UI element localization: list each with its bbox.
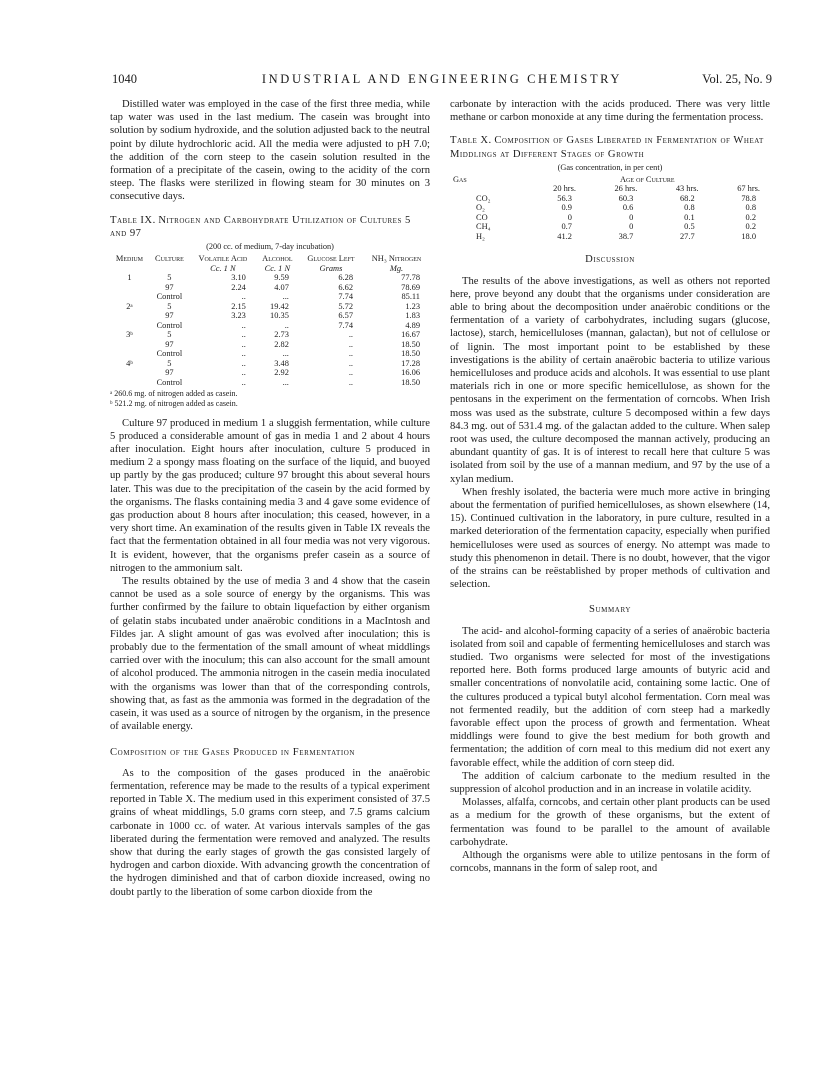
table-cell <box>110 311 149 321</box>
table-cell: 5 <box>167 330 172 340</box>
table-row <box>450 194 770 204</box>
table-cell: CO <box>476 212 488 222</box>
table-cell: .. <box>241 292 246 302</box>
paragraph: The results obtained by the use of media 3 and 4 show that the casein cannot be used as a sole source of energy by the organisms. This was further confirmed by the failure to obtain liquefaction by either organism of gelatin stabs incubated under anaërobic conditions in a MacIntosh and Fildes jar. A slight amount of gas was evolved after inoculation; this is probably due to the fermentation of the small amount of wheat middlings carried over with the inoculum; this can also account for the small amount of alcohol produced. The ammonia nitrogen in the casein media inoculated with the organisms was lower than that of the corresponding controls, showing that, as fast as the ammonia was formed in the degradation of the casein, it was used as a source of nitrogen by the organism, in the presence of available energy. <box>110 576 430 733</box>
table-row <box>450 232 770 242</box>
table-cell: 18.50 <box>401 339 420 349</box>
table-cell: 0.5 <box>684 222 695 232</box>
table-cell: 0.8 <box>745 203 756 213</box>
table-cell: 16.06 <box>401 368 420 378</box>
table-9-column-header: Culture <box>155 254 184 264</box>
table-10-label: Table X. <box>450 135 492 147</box>
table-row <box>110 311 430 321</box>
table-cell: 3ᵇ <box>126 330 133 340</box>
table-cell: 38.7 <box>618 231 634 241</box>
left-column <box>110 98 430 899</box>
table-cell: 2.92 <box>274 368 289 378</box>
table-cell: 0.7 <box>561 222 572 232</box>
table-cell: 97 <box>165 368 174 378</box>
table-cell: 5.72 <box>338 301 354 311</box>
table-cell: .. <box>241 330 246 340</box>
table-cell: .. <box>241 358 246 368</box>
table-cell: 3.48 <box>274 358 289 368</box>
table-cell: 7.74 <box>338 320 354 330</box>
table-row <box>110 378 430 388</box>
table-cell: 0 <box>629 212 634 222</box>
table-row <box>110 273 430 283</box>
table-cell: 0.2 <box>745 222 756 232</box>
table-cell: ... <box>282 349 289 359</box>
table-cell: 2.24 <box>231 282 246 292</box>
table-cell: 0 <box>567 212 572 222</box>
table-cell: 97 <box>165 339 174 349</box>
table-cell: .. <box>348 377 354 387</box>
table-cell: 77.78 <box>401 273 420 283</box>
table-cell: 18.0 <box>741 231 756 241</box>
table-cell: H₂ <box>476 231 485 241</box>
table-cell: 0.8 <box>684 203 695 213</box>
table-cell: .. <box>348 368 354 378</box>
table-cell: 68.2 <box>679 193 695 203</box>
table-cell: 5 <box>167 358 172 368</box>
table-9-caption <box>110 214 430 240</box>
table-cell: CO₂ <box>476 193 491 203</box>
table-cell: ... <box>282 292 289 302</box>
table-row <box>110 368 430 378</box>
table-row <box>110 321 430 331</box>
table-10-body <box>450 194 770 242</box>
table-cell: Control <box>156 320 183 330</box>
table-cell: 0.6 <box>622 203 634 213</box>
table-cell: 17.28 <box>401 358 420 368</box>
table-10-column-header: 43 hrs. <box>675 184 699 194</box>
table-cell: .. <box>348 330 354 340</box>
table-cell: 97 <box>165 311 174 321</box>
running-header <box>112 72 772 88</box>
table-cell <box>110 292 149 302</box>
table-row <box>110 292 430 302</box>
table-cell: 0 <box>629 222 634 232</box>
table-row <box>110 340 430 350</box>
table-cell: .. <box>241 320 246 330</box>
table-cell: 2.15 <box>231 301 246 311</box>
table-cell: CH₄ <box>476 222 491 232</box>
table-cell: 4.07 <box>274 282 289 292</box>
table-9-column-header: NH₃ Nitrogen <box>371 254 422 264</box>
table-cell: 19.42 <box>270 301 289 311</box>
table-cell: .. <box>241 368 246 378</box>
table-10-subtitle: (Gas concentration, in per cent) <box>557 162 663 172</box>
table-cell: 7.74 <box>338 292 354 302</box>
table-cell <box>110 321 149 331</box>
table-10-title: Composition of Gases Liberated in Fermentation of Wheat Middlings at Different Stages of Growth <box>450 135 764 160</box>
table-cell: 0.1 <box>684 212 695 222</box>
table-cell: 85.11 <box>401 292 420 302</box>
table-cell: 56.3 <box>557 193 572 203</box>
table-cell: 1 <box>127 273 132 283</box>
table-10-caption <box>450 134 770 160</box>
section-heading-gases: Composition of the Gases Produced in Fermentation <box>110 746 356 758</box>
table-cell: 0.2 <box>745 212 756 222</box>
table-9-unit <box>149 264 190 274</box>
table-cell: .. <box>241 377 246 387</box>
table-cell: 2ᵃ <box>126 301 133 311</box>
table-cell: 6.57 <box>338 311 354 321</box>
table-cell: 5 <box>167 273 172 283</box>
table-cell: 0.9 <box>561 203 572 213</box>
table-9-units-row <box>110 264 430 274</box>
table-9-unit: Cc. 1 N <box>210 263 236 273</box>
table-9-title: Nitrogen and Carbohydrate Utilization of Cultures 5 and 97 <box>110 214 411 239</box>
table-cell: Control <box>156 292 183 302</box>
table-cell: .. <box>348 339 354 349</box>
table-9-subtitle: (200 cc. of medium, 7-day incubation) <box>206 242 334 252</box>
paragraph: When freshly isolated, the bacteria were much more active in bringing about the fermentation of purified hemicelluloses, as shown elsewhere (14, 15). Continued cultivation in the laboratory, in pure culture, resulted in a marked deterioration of the fermentation capacity, especially when purified hemicelluloses were used as sources of energy. No attempt was made to study this phenomenon in detail. There is no doubt, however, that the vigor of the strains can be reëstablished by proper methods of cultivation and selection. <box>450 486 770 591</box>
table-cell: 2.73 <box>274 330 289 340</box>
table-cell: 3.10 <box>231 273 246 283</box>
table-10-column-header: 26 hrs. <box>614 184 638 194</box>
table-cell <box>110 283 149 293</box>
table-cell: 4.89 <box>405 320 420 330</box>
table-row <box>110 330 430 340</box>
table-9-header-row <box>110 254 430 264</box>
table-cell: 78.69 <box>401 282 420 292</box>
table-cell <box>110 368 149 378</box>
table-cell: 18.50 <box>401 377 420 387</box>
section-heading-summary: Summary <box>589 604 631 616</box>
table-row <box>450 222 770 232</box>
table-9-column-header: Volatile Acid <box>198 254 248 264</box>
table-cell: 10.35 <box>270 311 289 321</box>
paragraph: Distilled water was employed in the case of the first three media, while tap water was used in the last medium. The casein was brought into solution by sodium hydroxide, and the solution adjusted back to the neutral point by dilute hydrochloric acid. All the media were adjusted to pH 7.0; the addition of the corn steep to the casein solution resulted in the formation of a precipitate of the casein, owing to the acidity of the corn steep. The flasks were sterilized in flowing steam for 30 minutes on 3 consecutive days. <box>110 99 430 203</box>
table-9-label: Table IX. <box>110 214 156 226</box>
table-9-column-header: Alcohol <box>262 254 293 264</box>
table-10-column-header: 67 hrs. <box>737 184 760 194</box>
table-cell: 27.7 <box>679 231 695 241</box>
table-row <box>110 283 430 293</box>
table-cell: 97 <box>165 282 174 292</box>
table-row <box>110 302 430 312</box>
page-number: 1040 <box>112 72 137 86</box>
paragraph: The acid- and alcohol-forming capacity of a series of anaërobic bacteria isolated from soil and capable of fermenting hemicelluloses and starch was studied. Two organisms were selected for most of the investigations reported here. Both forms produced large amounts of butyric acid and smaller concentrations of nonvolatile acid, containing some lactic. One of the cultures produced a typical butyl alcohol fermentation. Corn meal was not fermented readily, but the addition of corn steep had a markedly favorable effect upon the process of growth and fermentation. Wheat middlings were found to give the best medium for both growth and fermentation; the addition of corn meal to this medium did not exert any favorable effect, while the addition of corn steep did. <box>450 625 770 769</box>
table-cell: 16.67 <box>401 330 420 340</box>
table-cell: .. <box>241 339 246 349</box>
table-10-header-row <box>450 175 770 185</box>
table-cell: .. <box>348 349 354 359</box>
section-heading-discussion: Discussion <box>585 254 635 266</box>
table-9-column-header: Glucose Left <box>307 254 355 264</box>
table-cell: 41.2 <box>557 231 572 241</box>
table-cell: 6.62 <box>338 282 354 292</box>
table-9-unit: Grams <box>319 263 343 273</box>
table-cell: 5 <box>167 301 172 311</box>
table-cell: 1.83 <box>405 311 420 321</box>
table-cell <box>110 340 149 350</box>
paragraph: Although the organisms were able to utilize pentosans in the form of corncobs, mannans in the form of salep root, and <box>450 850 770 875</box>
table-10 <box>450 175 770 242</box>
table-9-unit: Cc. 1 N <box>264 263 291 273</box>
table-9 <box>110 254 430 387</box>
table-10-columns-row <box>450 184 770 194</box>
table-cell: 6.28 <box>338 273 354 283</box>
table-cell: 18.50 <box>401 349 420 359</box>
right-column <box>450 98 770 875</box>
journal-title: INDUSTRIAL AND ENGINEERING CHEMISTRY <box>261 72 623 86</box>
table-cell: ... <box>282 377 289 387</box>
paragraph: The results of the above investigations, as well as others not reported here, prove beyond any doubt that the organisms under consideration are able to bring about the decomposition under anaërobic conditions or the fermentation of a variety of carbohydrates, including sugars (glucose, lactose), starch, hemicelluloses (mannan, galactan), but not of cellulose or of lignin. The most important point to be established by these investigations is the ability of certain anaërobic bacteria to utilize various hemicelluloses and produce acids and alcohols. It was essential to use plant materials rich in one or more specific hemicellulose, as shown for the pentosans in the experiment on the fermentation of corncobs. When Irish moss was used as the substrate, culture 5 decomposed within a few days 84.3 mg. out of 531.4 mg. of the galactan added to the culture. When salep root was used, the culture decomposed the mannan actively, producing an abundant quantity of gas. It is of interest to recall here that culture 5 was isolated from soil by the use of a mannan medium, and 97 by the use of a xylan medium. <box>450 275 770 485</box>
table-cell: Control <box>156 349 183 359</box>
table-cell: 4ᵇ <box>126 358 133 368</box>
table-cell: 1.23 <box>405 301 420 311</box>
table-cell: O₂ <box>476 203 485 213</box>
paragraph: As to the composition of the gases produced in the anaërobic fermentation, reference may be made to the results of a typical experiment reported in Table X. The medium used in this experiment consisted of 37.5 grains of wheat middlings, 5.0 grams corn steep, and 7.5 grams calcium carbonate in 1000 cc. of water. At various intervals samples of the gas liberated during the fermentation were removed and analyzed. The results show that during the early stages of growth the gas consisted largely of hydrogen and carbon dioxide. With advancing growth the concentration of the hydrogen diminished and that of carbon dioxide increased, owing no doubt partly to the liberation of some carbon dioxide from the <box>110 767 430 898</box>
table-row <box>110 359 430 369</box>
table-row <box>450 213 770 223</box>
paragraph: Culture 97 produced in medium 1 a sluggish fermentation, while culture 5 produced a considerable amount of gas in media 1 and 2 about 4 hours after inoculation. Eight hours after inoculation, culture 5 produced in medium 2 a spongy mass floating on the surface of the liquid, and buoyed up partly by the gas produced; culture 97 brought this about several hours later. This was due to the precipitation of the casein by the acid formed by the organisms. The flasks containing media 3 and 4 gave some evidence of gas production about 8 hours after inoculation; this ceased, however, in a very short time. An examination of the results given in Table IX reveals the fact that the fermentation obtained in all four media was not very vigorous. It is evident, however, that the organisms prefer casein as a source of nitrogen to the ammonium salt. <box>110 417 430 574</box>
table-9-body <box>110 273 430 387</box>
table-9-unit: Mg. <box>389 263 404 273</box>
table-9-footnote-b: ᵇ 521.2 mg. of nitrogen added as casein. <box>110 398 238 408</box>
table-cell: Control <box>156 377 183 387</box>
table-cell: 2.82 <box>274 339 289 349</box>
table-10-column-header: 20 hrs. <box>553 184 576 194</box>
table-cell: 9.59 <box>274 273 289 283</box>
table-cell: 3.23 <box>231 311 246 321</box>
table-cell: .. <box>241 349 246 359</box>
table-cell <box>110 378 149 388</box>
volume-issue: Vol. 25, No. 9 <box>702 72 772 86</box>
table-cell: .. <box>284 320 289 330</box>
table-9-unit <box>110 264 149 274</box>
table-10-age-header: Age of Culture <box>620 174 675 184</box>
table-9-column-header: Medium <box>115 254 144 264</box>
table-row <box>450 203 770 213</box>
table-cell: 78.8 <box>741 193 756 203</box>
table-10-gas-header: Gas <box>453 174 467 184</box>
table-cell: 60.3 <box>618 193 634 203</box>
table-row <box>110 349 430 359</box>
paragraph: carbonate by interaction with the acids produced. There was very little methane or carbon monoxide at any time during the fermentation process. <box>450 99 770 124</box>
table-cell: .. <box>348 358 354 368</box>
paragraph: The addition of calcium carbonate to the medium resulted in the suppression of alcohol production and in an increase in volatile acidity. <box>450 770 770 796</box>
table-9-footnote-a: ᵃ 260.6 mg. of nitrogen added as casein. <box>110 389 238 399</box>
paragraph: Molasses, alfalfa, corncobs, and certain other plant products can be used as a medium for the growth of these organisms, but the extent of fermentation was found to be parallel to the amount of available carbohydrate. <box>450 797 770 848</box>
table-cell <box>110 349 149 359</box>
